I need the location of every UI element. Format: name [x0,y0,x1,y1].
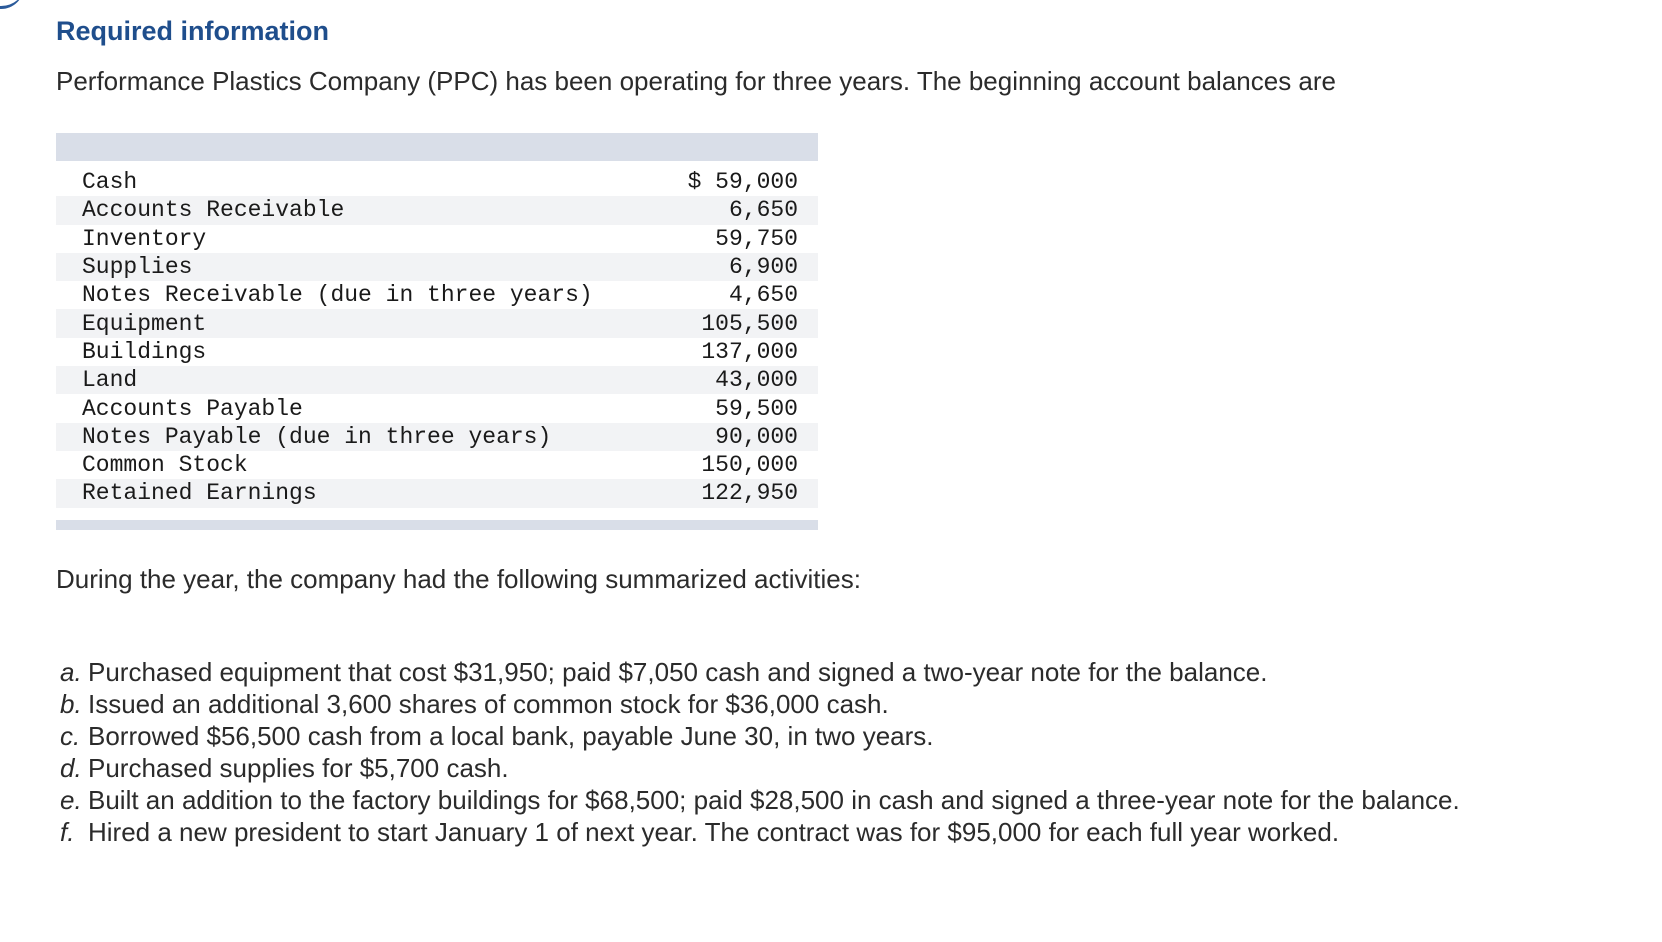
account-amount: 122,950 [701,480,798,507]
account-amount: 150,000 [701,452,798,479]
account-name: Equipment [82,310,207,337]
item-letter: e. [60,785,82,815]
item-text: Hired a new president to start January 1 of next year. The contract was for $95,000 for each full year worked. [88,817,1340,847]
item-letter: f. [60,817,75,847]
item-text: Borrowed $56,500 cash from a local bank, payable June 30, in two years. [88,721,934,751]
table-row [56,479,818,507]
account-name: Cash [82,169,138,196]
account-name: Inventory [82,225,207,252]
required-information-heading: Required information [56,16,330,46]
item-letter: a. [60,657,82,687]
account-amount: 90,000 [715,423,798,450]
beginning-balances-table [56,133,818,530]
account-name: Buildings [82,338,207,365]
account-name: Land [82,367,138,394]
table-footer-band [56,520,818,530]
account-name: Retained Earnings [82,480,317,507]
item-text: Issued an additional 3,600 shares of common stock for $36,000 cash. [88,689,889,719]
account-name: Accounts Payable [82,395,303,422]
item-text: Purchased equipment that cost $31,950; paid $7,050 cash and signed a two-year note for the balance. [88,657,1268,687]
account-name: Common Stock [82,452,248,479]
item-text: Built an addition to the factory buildings for $68,500; paid $28,500 in cash and signed a three-year note for the balance. [88,785,1460,815]
list-item [60,720,1500,752]
table-row [56,451,818,479]
table-row [56,281,818,309]
account-amount: 4,650 [728,282,798,309]
list-item [60,784,1500,816]
account-amount: $ 59,000 [687,169,798,196]
intro-paragraph: Performance Plastics Company (PPC) has been operating for three years. The beginning account balances are [56,66,1337,96]
table-header-band [56,133,818,161]
account-name: Notes Receivable (due in three years) [82,282,593,309]
activities-intro: During the year, the company had the following summarized activities: [56,564,861,594]
table-row [56,423,818,451]
table-row [56,196,818,224]
item-letter: d. [60,753,82,783]
table-row [56,168,818,196]
table-row [56,309,818,337]
corner-decoration [0,0,24,9]
activities-list [60,656,1500,848]
table-rows [56,168,818,508]
account-amount: 137,000 [701,338,798,365]
account-amount: 59,750 [715,225,798,252]
item-text: Purchased supplies for $5,700 cash. [88,753,509,783]
list-item [60,752,1500,784]
table-row [56,366,818,394]
account-amount: 105,500 [701,310,798,337]
item-letter: b. [60,689,82,719]
account-name: Accounts Receivable [82,197,345,224]
account-name: Supplies [82,254,193,281]
account-amount: 43,000 [715,367,798,394]
table-row [56,338,818,366]
table-row [56,225,818,253]
table-row [56,394,818,422]
list-item [60,656,1500,688]
list-item [60,816,1500,848]
item-letter: c. [60,721,81,751]
table-row [56,253,818,281]
list-item [60,688,1500,720]
account-name: Notes Payable (due in three years) [82,423,552,450]
account-amount: 6,650 [728,197,798,224]
account-amount: 6,900 [728,254,798,281]
account-amount: 59,500 [715,395,798,422]
